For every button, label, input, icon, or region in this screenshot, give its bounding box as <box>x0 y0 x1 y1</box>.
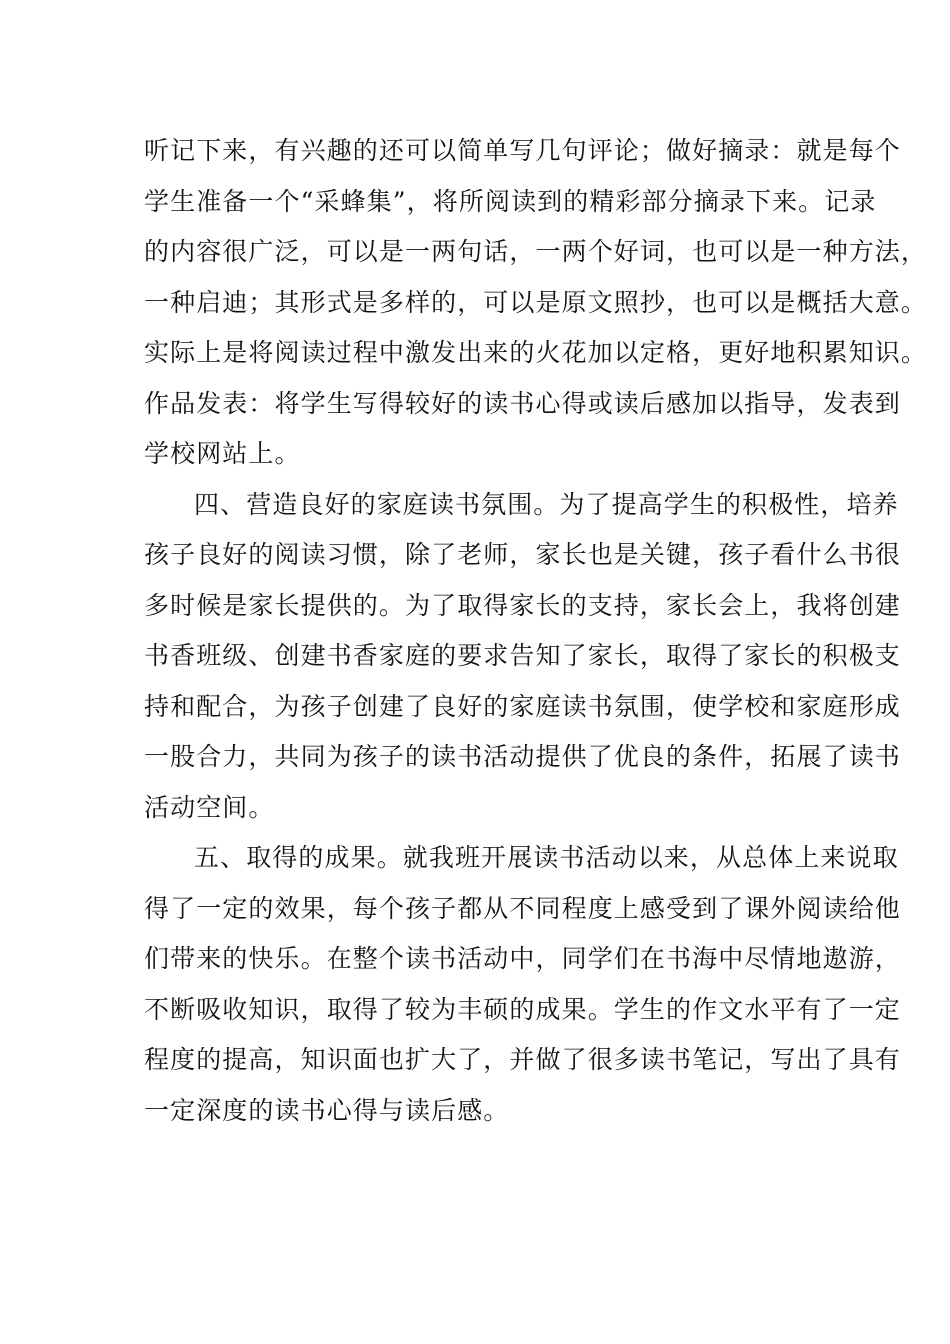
section-five-heading-line: 五、取得的成果。就我班开展读书活动以来，从总体上来说取 <box>194 843 899 872</box>
document-body <box>144 126 928 1136</box>
text-line: 多时候是家长提供的。为了取得家长的支持，家长会上，我将创建 <box>144 590 901 620</box>
text-line: 的内容很广泛，可以是一两句话，一两个好词，也可以是一种方法， <box>144 237 928 266</box>
text-line: 得了一定的效果，每个孩子都从不同程度上感受到了课外阅读给他 <box>144 893 901 923</box>
text-line: 实际上是将阅读过程中激发出来的火花加以定格，更好地积累知识。 <box>144 338 928 367</box>
text-line: 持和配合，为孩子创建了良好的家庭读书氛围，使学校和家庭形成 <box>144 691 901 721</box>
text-line: 学生准备一个“采蜂集”，将所阅读到的精彩部分摘录下来。记录 <box>144 186 877 216</box>
text-line: 一种启迪；其形式是多样的，可以是原文照抄，也可以是概括大意。 <box>144 287 928 317</box>
text-line: 程度的提高，知识面也扩大了，并做了很多读书笔记，写出了具有 <box>144 1045 901 1074</box>
text-line: 活动空间。 <box>144 792 275 822</box>
text-line: 学校网站上。 <box>144 439 301 468</box>
text-line: 一股合力，共同为孩子的读书活动提供了优良的条件，拓展了读书 <box>144 742 901 771</box>
text-line: 作品发表：将学生写得较好的读书心得或读后感加以指导，发表到 <box>144 388 901 418</box>
text-line: 书香班级、创建书香家庭的要求告知了家长，取得了家长的积极支 <box>144 641 901 670</box>
text-line: 们带来的快乐。在整个读书活动中，同学们在书海中尽情地遨游， <box>144 944 901 973</box>
section-four-heading-line: 四、营造良好的家庭读书氛围。为了提高学生的积极性，培养 <box>194 489 899 519</box>
text-line: 孩子良好的阅读习惯，除了老师，家长也是关键，孩子看什么书很 <box>144 540 901 569</box>
text-line: 听记下来，有兴趣的还可以简单写几句评论；做好摘录：就是每个 <box>144 136 901 165</box>
text-line: 一定深度的读书心得与读后感。 <box>144 1095 510 1125</box>
text-line: 不断吸收知识，取得了较为丰硕的成果。学生的作文水平有了一定 <box>144 994 901 1024</box>
